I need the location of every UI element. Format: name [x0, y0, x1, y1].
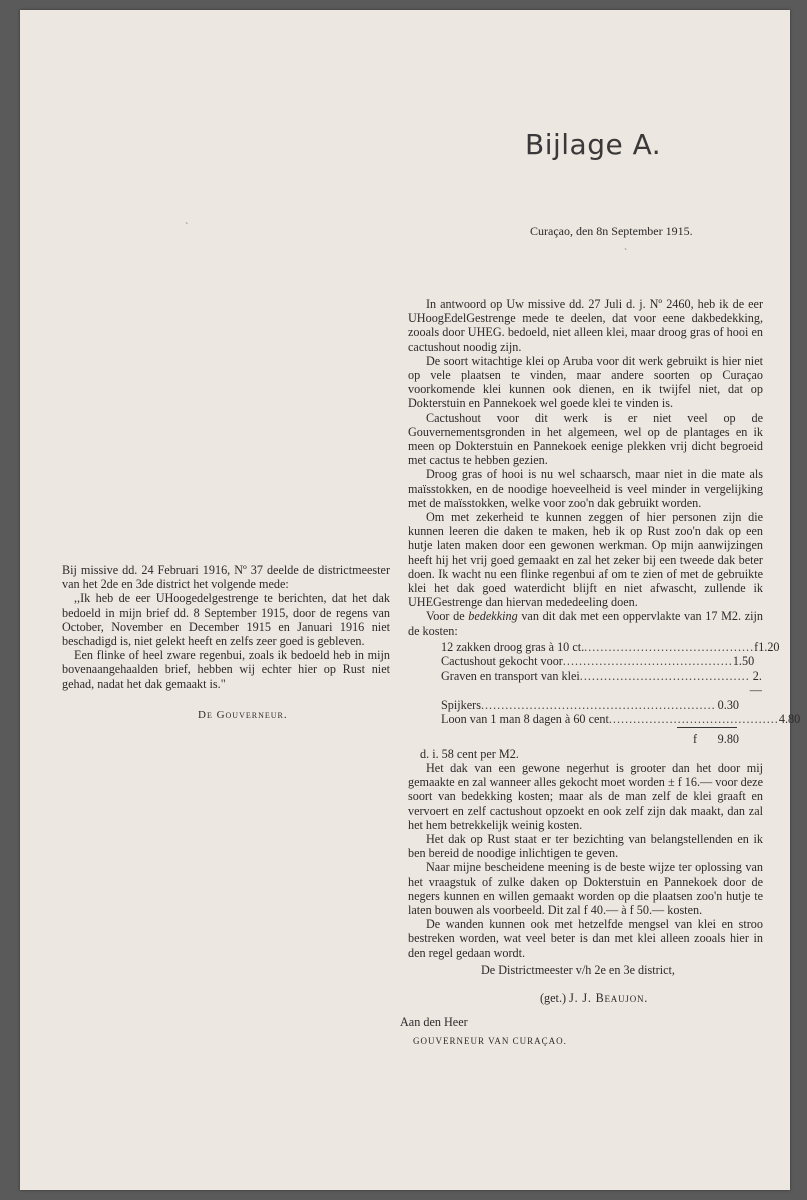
cost-row: Graven en transport van klei .......................................... 2.—: [441, 668, 762, 698]
cost-row: Loon van 1 man 8 dagen à 60 cent .......................................... 4.80: [441, 711, 801, 726]
cost-row: Spijkers .......................................................... 0.30: [441, 697, 739, 712]
total-rule: [677, 727, 737, 728]
addressee-line: Aan den Heer: [400, 1015, 468, 1029]
right-column: [408, 297, 801, 960]
right-paragraph: In antwoord op Uw missive dd. 27 Juli d. j. Nº 2460, heb ik de eer UHoogEdelGestrenge mede te deelen, dat voor eene dakbedekking, zooals door UHEG. bedoeld, niet alleen klei, maar droog gras of hooi en cactushout noodig zijn.: [408, 297, 763, 354]
ink-speck: `: [185, 222, 189, 233]
left-paragraph: Bij missive dd. 24 Februari 1916, Nº 37 deelde de districtmeester van het 2de en 3de district het volgende mede:: [62, 563, 390, 592]
governor-signature: De Gouverneur.: [198, 709, 288, 721]
signature-name: J. J. Beaujon.: [569, 991, 649, 1005]
right-paragraph: Naar mijne bescheidene meening is de beste wijze ter oplossing van het vraagstuk of zulke daken op Dokterstuin en Pannekoek door de negers kunnen en willen gemaakt worden op die plaatsen zoo'n hutje te laten bouwen als voorbeeld. Dit zal f 40.— à f 50.— kosten.: [408, 860, 763, 917]
right-paragraph: Droog gras of hooi is nu wel schaarsch, maar niet in die mate als maïsstokken, en de noodige hoeveelheid is veel minder in vergelijking met de maïsstokken, welke voor zoo'n dak gebruikt worden.: [408, 467, 763, 510]
left-column: [62, 563, 390, 691]
cost-label: Spijkers: [441, 697, 481, 712]
cost-amount: 2.—: [749, 668, 762, 698]
cost-label: Cactushout gekocht voor: [441, 654, 563, 669]
cost-intro-text: Voor de: [426, 609, 469, 624]
right-paragraph: Het dak op Rust staat er ter bezichting van belangstellenden en ik ben bereid de noodige inlichtigen te geven.: [408, 831, 763, 861]
page-title: Bijlage A.: [525, 128, 662, 161]
cost-intro: [408, 609, 763, 637]
right-paragraph: Om met zekerheid te kunnen zeggen of hier personen zijn die kunnen leeren die daken te maken, heb ik op Rust zoo'n dak op een hutje laten maken door een gewonen werkman. Op mijn aanwijzingen heeft hij het vrij goed gemaakt en zal het zeker bij een tweede dak beter doen. Ik wacht nu een flinke regenbui af om te zien of met de gebruikte klei het dak goed waterdicht blijft en niet afwascht, zullende ik UHEGestrenge dan hiervan mededeeling doen.: [408, 510, 763, 610]
cost-currency: f: [754, 639, 759, 654]
cost-row: Cactushout gekocht voor .......................................... 1.50: [441, 654, 755, 669]
cost-amount: 0.30: [717, 697, 739, 712]
cost-label: Loon van 1 man 8 dagen à 60 cent: [441, 711, 609, 726]
cost-label: Graven en transport van klei: [441, 668, 580, 683]
ink-speck: `: [624, 248, 628, 259]
districtmeester-line: De Districtmeester v/h 2e en 3e district,: [481, 963, 675, 977]
right-paragraph: Het dak van een gewone negerhut is grooter dan het door mij gemaakte en zal wanneer alles gekocht moet worden ± f 16.— voor deze soort van bedekking kosten; maar als de man zelf de klei graaft en vervoert en zelf cactushout opzoekt en ook zelf zijn dak maakt, dan zal het hem betrekkelijk weinig kosten.: [408, 760, 763, 832]
cost-amount: 4.80: [778, 711, 801, 726]
cost-intro-emphasis: bedekking: [468, 609, 518, 624]
right-paragraph: De wanden kunnen ook met hetzelfde mengsel van klei en stroo bestreken worden, wat veel beter is dan met klei alleen zooals hier in den regel gedaan wordt.: [408, 917, 763, 960]
cost-amount: 1.50: [732, 654, 755, 669]
cost-label: 12 zakken droog gras à 10 ct.: [441, 639, 585, 654]
dateline: Curaçao, den 8n September 1915.: [530, 224, 693, 238]
left-paragraph: ,,Ik heb de eer UHoogedelgestrenge te berichten, dat het dak bedoeld in mijn brief dd. 8 September 1915, door de regens van October, November en December 1915 en Januari 1916 niet beschadigd is, niet gelekt heeft en zelfs zeer goed is gebleven.: [62, 591, 390, 649]
cost-row: 12 zakken droog gras à 10 ct. .......................................... f 1.20: [441, 639, 780, 654]
right-paragraph: Cactushout voor dit werk is er niet veel op de Gouvernementsgronden in het algemeen, wel op de plantages en ik meen op Dokterstuin en Pannekoek eenige plekken vrij dicht begroeid met cactus te hebben gezien.: [408, 410, 763, 468]
addressee-title: GOUVERNEUR VAN CURAÇAO.: [413, 1036, 567, 1046]
total-currency: f: [692, 732, 697, 747]
cost-amount: 1.20: [758, 639, 780, 654]
total-amount: 9.80: [717, 732, 739, 747]
signature-prefix: (get.): [540, 991, 570, 1005]
cost-intro-text: van dit dak met een oppervlakte van 17 M2. zijn de kosten:: [408, 609, 763, 638]
left-paragraph: Een flinke of heel zware regenbui, zoals ik bedoeld heb in mijn bovenaangehaalden brief, hebben wij echter hier op Rust niet gehad, nadat het dak gemaakt is.": [62, 648, 390, 691]
per-m2-note: d. i. 58 cent per M2.: [420, 746, 519, 761]
right-paragraph: De soort witachtige klei op Aruba voor dit werk gebruikt is hier niet op vele plaatsen te vinden, maar andere soorten op Curaçao voorkomende klei kunnen ook dienen, en ik twijfel niet, dat op Dokterstuin en Pannekoek wel goede klei te vinden is.: [408, 353, 763, 411]
cost-table: [441, 639, 801, 747]
cost-total: [441, 732, 739, 746]
signature-block: [540, 991, 648, 1006]
